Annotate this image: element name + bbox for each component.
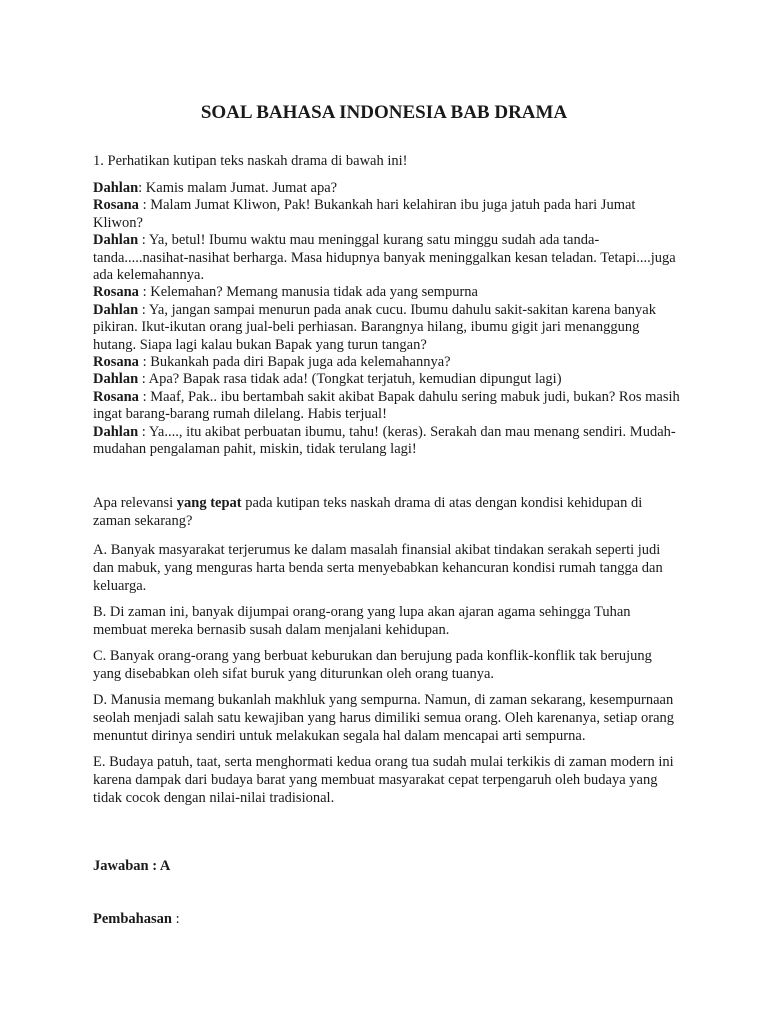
dialog-line [93,302,683,354]
speaker-name: Dahlan [93,180,139,196]
dialog-line [93,232,683,284]
option-e: E. Budaya patuh, taat, serta menghormati kedua orang tua sudah mulai terkikis di zaman modern ini karena dampak dari budaya barat yang membuat masyarakat cepat terpengaruh oleh budaya yang tidak cocok dengan nilai-nilai tradisional. [93,754,674,806]
dialog-line [93,197,683,232]
drama-excerpt [93,180,683,459]
option-d: D. Manusia memang bukanlah makhluk yang sempurna. Namun, di zaman sekarang, kesempurnaan seolah menjadi salah satu kewajiban yang harus dimiliki semua orang. Oleh karenanya, setiap orang menuntut dirinya sendiri untuk melakukan segala hal dalam mencapai arti sempurna. [93,692,675,744]
dialog-text: : Kelemahan? Memang manusia tidak ada yang sempurna [138,284,478,301]
dialog-text: : Malam Jumat Kliwon, Pak! Bukankah hari kelahiran ibu juga jatuh pada hari Jumat Kliwon? [93,197,636,231]
discussion-suffix: : [171,911,180,927]
speaker-name: Dahlan [93,423,139,440]
dialog-text: : Apa? Bapak rasa tidak ada! (Tongkat terjatuh, kemudian dipungut lagi) [138,371,562,388]
dialog-line [93,389,683,424]
option-c: C. Banyak orang-orang yang berbuat keburukan dan berujung pada konflik-konflik tak berujung yang disebabkan oleh sifat buruk yang diturunkan oleh orang tuanya. [93,648,652,682]
speaker-name: Rosana [93,284,139,301]
speaker-name: Dahlan [93,371,139,388]
question-before: Apa relevansi [93,495,177,511]
dialog-line [93,371,683,388]
discussion-label: Pembahasan [93,911,172,927]
speaker-name: Rosana [93,388,139,405]
answer-options [93,541,683,815]
speaker-name: Dahlan [93,301,139,318]
question-intro: 1. Perhatikan kutipan teks naskah drama di bawah ini! [93,153,408,169]
dialog-line [93,284,683,301]
dialog-line [93,180,683,197]
dialog-line [93,354,683,371]
dialog-line [93,424,683,459]
discussion-heading [93,911,180,928]
question-emphasis: yang tepat [176,495,242,511]
dialog-text: : Bukankah pada diri Bapak juga ada kelemahannya? [138,354,451,371]
dialog-text: : Ya, jangan sampai menurun pada anak cucu. Ibumu dahulu sakit-sakitan karena banyak pikiran. Ikut-ikutan orang jual-beli perhiasan. Barangnya hilang, ibumu gigit jari menanggung hutang. Siapa lagi kalau bukan Bapak yang turun tangan? [93,301,656,353]
option-a: A. Banyak masyarakat terjerumus ke dalam masalah finansial akibat tindakan serakah seperti judi dan mabuk, yang menguras harta benda serta menyebabkan kehancuran kondisi rumah tangga dan keluarga. [93,542,663,594]
option-b: B. Di zaman ini, banyak dijumpai orang-orang yang lupa akan ajaran agama sehingga Tuhan membuat mereka bernasib susah dalam menjalani kehidupan. [93,604,631,638]
dialog-text: : Ya...., itu akibat perbuatan ibumu, tahu! (keras). Serakah dan mau menang sendiri. Mudah-mudahan pengalaman pahit, miskin, tidak terulang lagi! [93,423,676,458]
page-title: SOAL BAHASA INDONESIA BAB DRAMA [200,102,568,123]
question-text [93,494,683,530]
speaker-name: Dahlan [93,232,139,249]
answer-key: Jawaban : A [93,858,171,874]
dialog-text: : Maaf, Pak.. ibu bertambah sakit akibat Bapak dahulu sering mabuk judi, bukan? Ros masih ingat barang-barang rumah dilelang. Habis terjual! [93,388,680,423]
speaker-name: Rosana [93,197,139,214]
question-after: pada kutipan teks naskah drama di atas dengan kondisi kehidupan di zaman sekarang? [93,495,643,529]
dialog-text: : Kamis malam Jumat. Jumat apa? [138,180,338,196]
dialog-text: : Ya, betul! Ibumu waktu mau meninggal kurang satu minggu sudah ada tanda-tanda.....nasihat-nasihat berharga. Masa hidupnya banyak meninggalkan kesan teladan. Tetapi....juga ada kelemahannya. [93,232,676,284]
speaker-name: Rosana [93,354,139,371]
